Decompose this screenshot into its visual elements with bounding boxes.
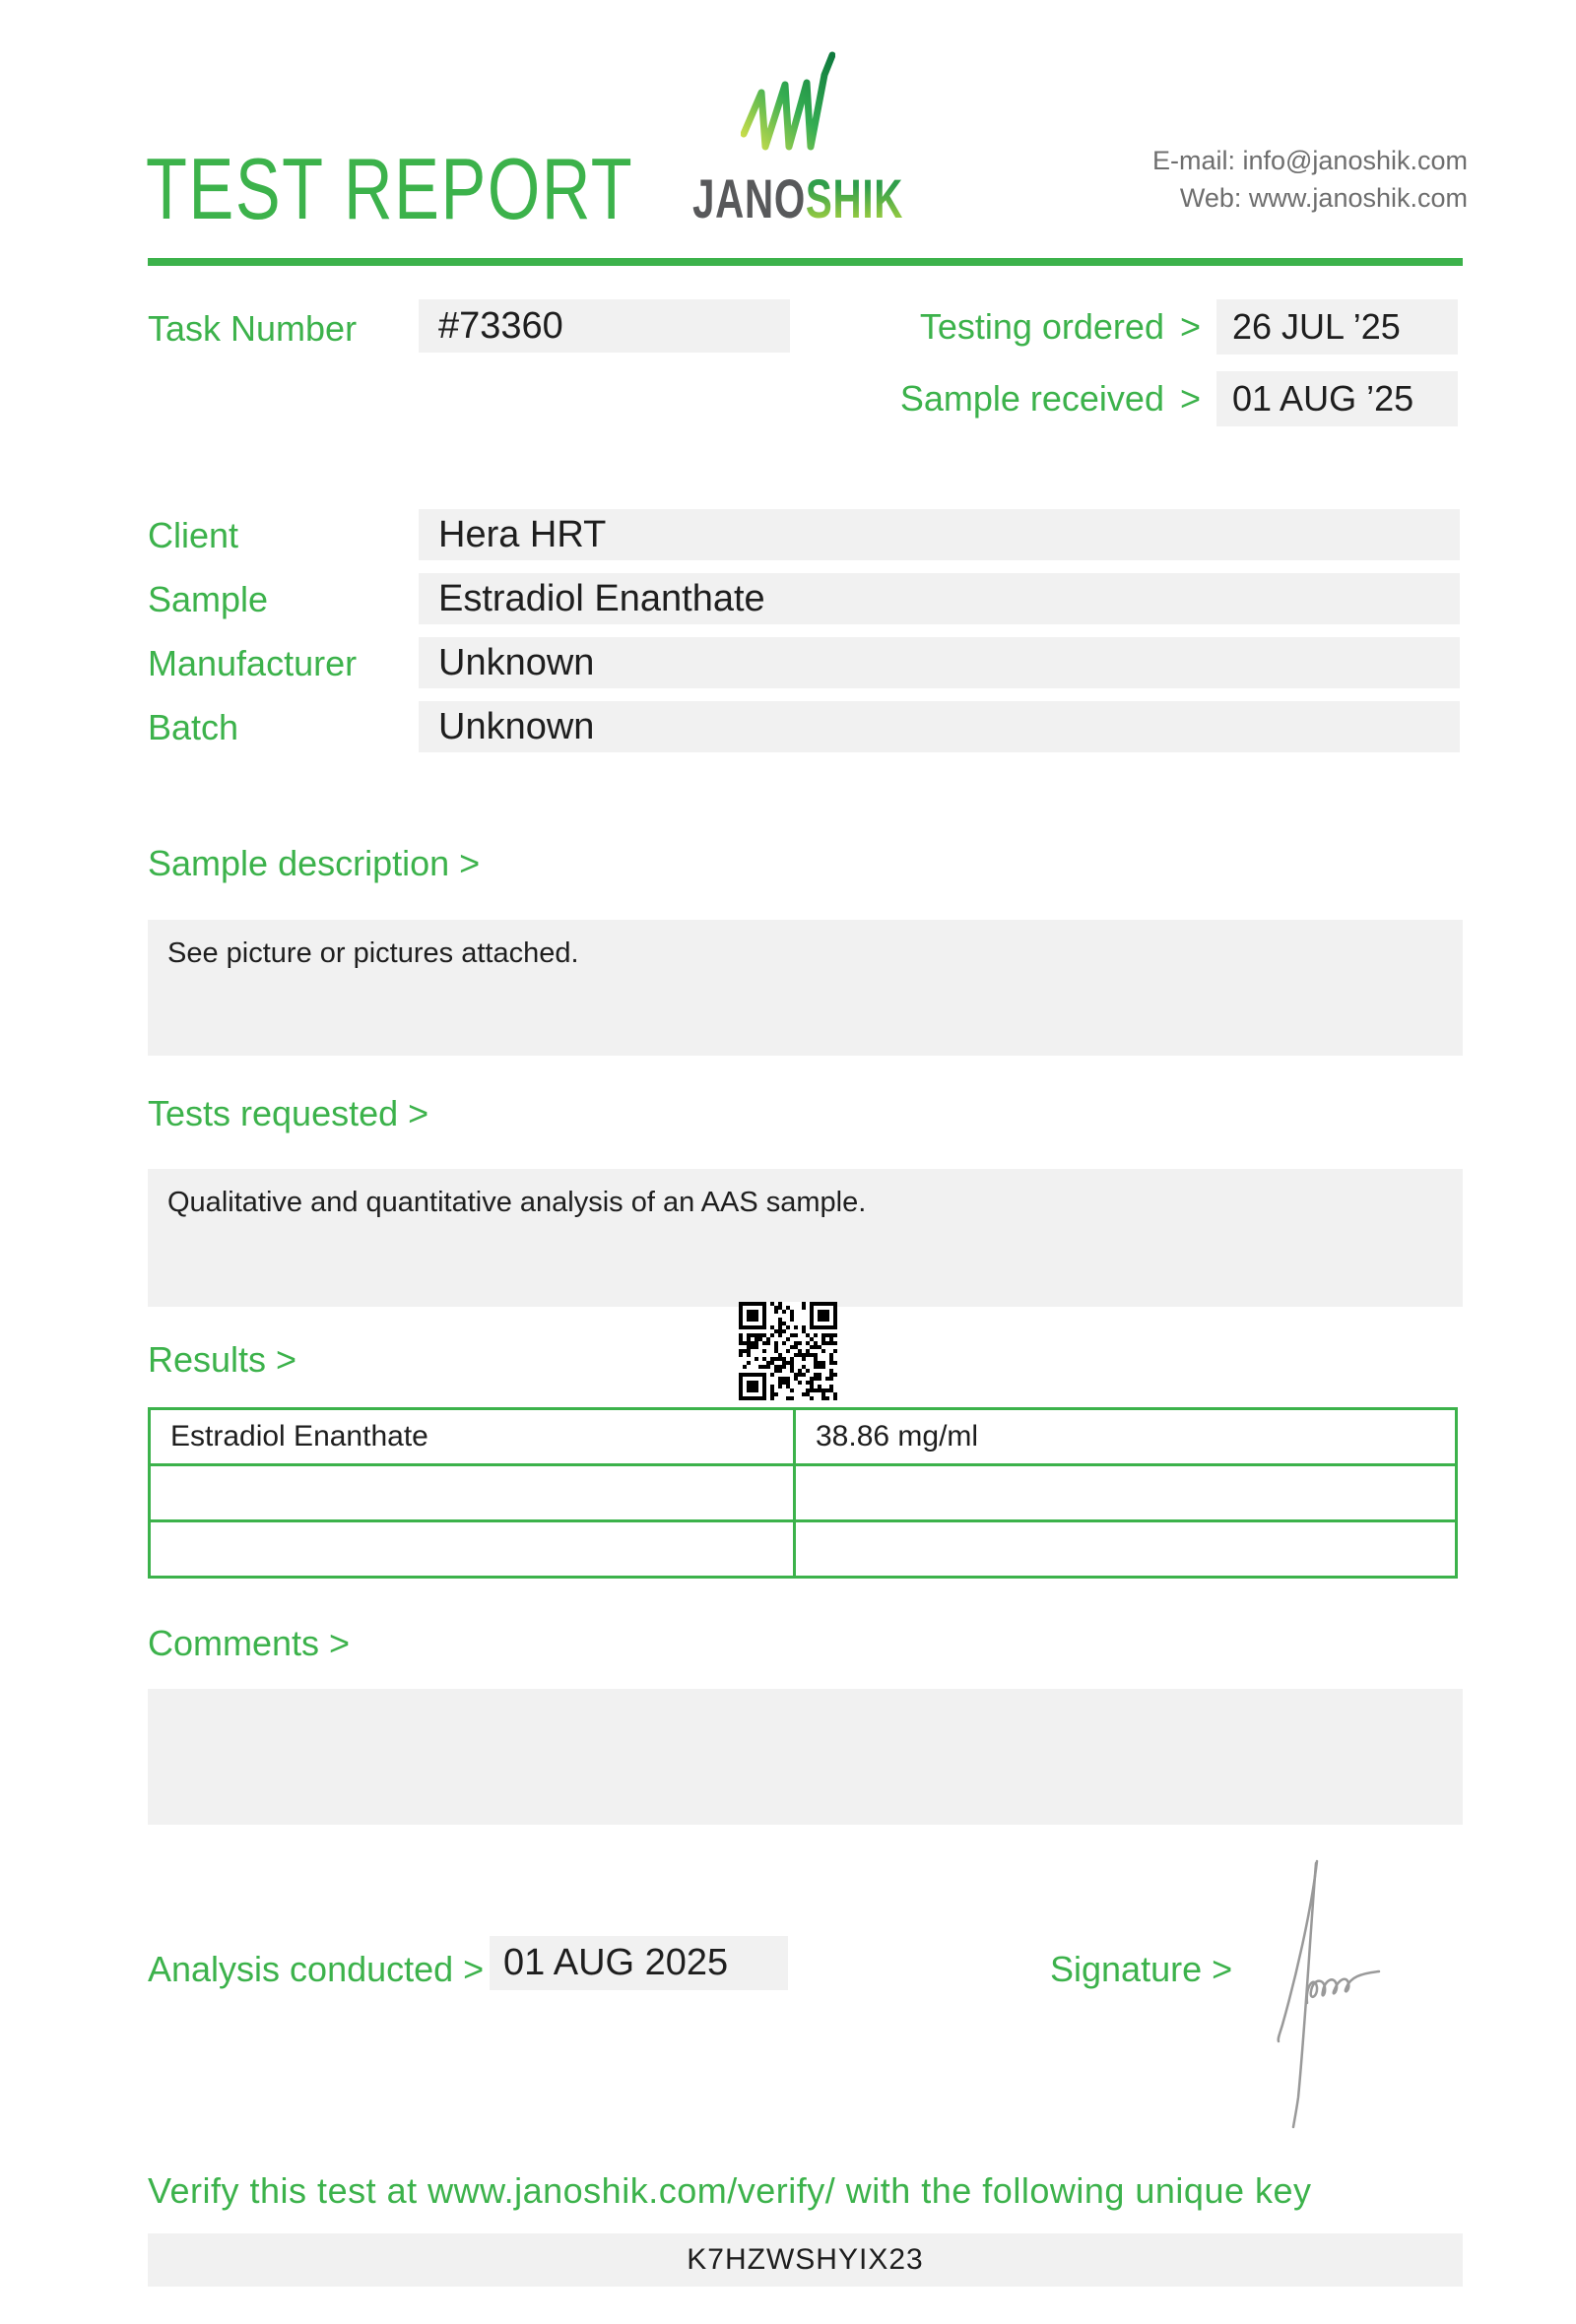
testing-ordered-row xyxy=(920,299,1458,355)
header-divider xyxy=(148,258,1463,266)
signature-label: Signature > xyxy=(1050,1949,1233,1989)
tests-requested-box: Qualitative and quantitative analysis of an AAS sample. xyxy=(148,1169,1463,1307)
results-heading: Results > xyxy=(148,1339,297,1380)
sample-label: Sample xyxy=(148,579,269,619)
result-analyte xyxy=(150,1465,795,1521)
comments-box xyxy=(148,1689,1463,1825)
result-value xyxy=(795,1465,1457,1521)
client-label: Client xyxy=(148,515,239,555)
results-table xyxy=(148,1407,1458,1579)
janoshik-chart-logo-icon xyxy=(741,45,835,161)
verify-instruction: Verify this test at www.janoshik.com/verify/ with the following unique key xyxy=(148,2170,1312,2211)
results-row xyxy=(150,1409,1457,1465)
results-row xyxy=(150,1521,1457,1578)
sample-received-value: 01 AUG ’25 xyxy=(1216,371,1458,426)
qr-code xyxy=(739,1302,837,1405)
result-analyte xyxy=(150,1521,795,1578)
batch-label: Batch xyxy=(148,707,239,747)
result-value: 38.86 mg/ml xyxy=(795,1409,1457,1465)
comments-heading: Comments > xyxy=(148,1623,351,1663)
task-number-label: Task Number xyxy=(148,308,358,349)
manufacturer-label: Manufacturer xyxy=(148,643,358,683)
results-row xyxy=(150,1465,1457,1521)
logo-shik: SHIK xyxy=(805,167,904,229)
testing-ordered-value: 26 JUL ’25 xyxy=(1216,299,1458,355)
sample-description-heading: Sample description > xyxy=(148,843,481,883)
result-value xyxy=(795,1521,1457,1578)
result-analyte: Estradiol Enanthate xyxy=(150,1409,795,1465)
manufacturer-value: Unknown xyxy=(419,637,1460,688)
sample-received-row xyxy=(900,371,1458,426)
tests-requested-heading: Tests requested > xyxy=(148,1093,429,1133)
signature-handwriting xyxy=(1266,1853,1394,2139)
sample-value: Estradiol Enanthate xyxy=(419,573,1460,624)
contact-block xyxy=(1152,142,1468,217)
sample-received-label: Sample received xyxy=(899,378,1164,419)
sample-description-box: See picture or pictures attached. xyxy=(148,920,1463,1056)
analysis-conducted-value: 01 AUG 2025 xyxy=(490,1936,788,1990)
client-value: Hera HRT xyxy=(419,509,1460,560)
unique-key-value: K7HZWSHYIX23 xyxy=(148,2233,1463,2287)
sample-received-arrow-icon: > xyxy=(1179,378,1201,419)
task-number-value: #73360 xyxy=(419,299,790,353)
testing-ordered-label: Testing ordered xyxy=(919,306,1164,347)
testing-ordered-arrow-icon: > xyxy=(1179,306,1201,347)
contact-web: Web: www.janoshik.com xyxy=(1179,183,1468,213)
page-title: TEST REPORT xyxy=(146,140,634,237)
logo-jano: JANO xyxy=(692,167,806,229)
janoshik-wordmark xyxy=(692,167,904,229)
batch-value: Unknown xyxy=(419,701,1460,752)
analysis-conducted-label: Analysis conducted > xyxy=(148,1949,485,1989)
contact-email: E-mail: info@janoshik.com xyxy=(1151,146,1468,175)
